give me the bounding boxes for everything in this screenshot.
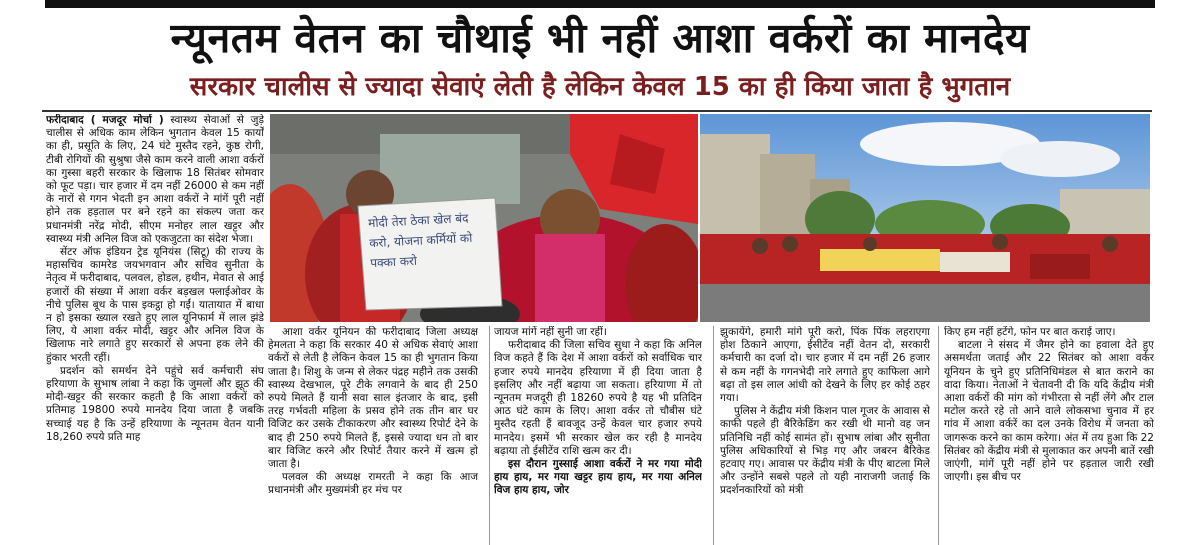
street-march-photo-image bbox=[700, 114, 1150, 322]
column1-paragraph bbox=[46, 114, 264, 246]
article-column-3 bbox=[494, 326, 702, 545]
column2-paragraph: पलवल की अध्यक्ष रामरती ने कहा कि आज प्रधानमंत्री और मुख्यमंत्री हर मंच पर bbox=[268, 471, 478, 497]
column3-paragraph: जायज मांगें नहीं सुनी जा रहीं। bbox=[494, 326, 607, 338]
protest-photo-placard bbox=[270, 114, 698, 322]
street-march-photo bbox=[700, 114, 1150, 322]
column1-text: स्वास्थ्य सेवाओं से जुड़े चालीस से अधिक काम लेकिन भुगतान केवल 15 कार्यों का ही, प्रसूति के लिए, 24 घंटे मुस्तैद रहने, कुष्ठ रोगी, टीबी रोगियों की सुश्रुषा जैसे काम करने वाली आशा वर्करों का गुस्सा बहरी सरकार के खिलाफ 18 सितंबर सोमवार को फूट पड़ा। चार हजार में दम नहीं 26000 से कम नहीं के नारों से गगन भेदती इन आशा वर्करों ने मांगें पूरी नहीं होने तक हड़ताल पर बने रहने का संकल्प जता कर प्रधानमंत्री नरेंद्र मोदी, सीएम मनोहर लाल खट्टर और स्वास्थ्य मंत्री अनिल विज को एकजुटता का संदेश भेजा। bbox=[46, 114, 264, 245]
dateline: फरीदाबाद ( मजदूर मोर्चा ) bbox=[46, 114, 164, 126]
masthead-bar bbox=[45, 0, 1155, 8]
headline: न्यूनतम वेतन का चौथाई भी नहीं आशा वर्करों का मानदेय bbox=[170, 14, 1030, 62]
column3-paragraph: इस दौरान गुस्साई आशा वर्करों ने मर गया मोदी हाय हाय, मर गया खट्टर हाय हाय, मर गया अनिल विज हाय हाय, जोर bbox=[494, 458, 702, 497]
placard-text: मोदी तेरा ठेका खेल बंद करो, योजना कर्मियों को पक्का करो bbox=[367, 210, 473, 271]
article-column-4 bbox=[720, 326, 930, 545]
column1-paragraph: सेंटर ऑफ इंडियन ट्रेड यूनियंस (सिटू) की राज्य के महासचिव कामरेड जयभगवान और सचिव सुनीता के नेतृत्व में फरीदाबाद, पलवल, होडल, हथीन, मेवात से आई हजारों की संख्या में आशा वर्कर बड़खल फ्लाईओवर के नीचे पुलिस बूथ के पास इकट्ठा हो गईं। यातायात में बाधा न हो इसका ख्याल रखते हुए लाल यूनिफार्म में लाल झंडे लिए, ये आशा वर्कर मोदी, खट्टर और अनिल विज के खिलाफ नारे लगाते हुए सरकारों से अपना हक लेने की हुंकार भरती रहीं। bbox=[46, 246, 264, 364]
header-rule bbox=[42, 110, 1152, 112]
column-divider bbox=[489, 326, 490, 545]
column-divider bbox=[713, 326, 714, 545]
article-column-5 bbox=[944, 326, 1154, 545]
column1-paragraph: प्रदर्शन को समर्थन देने पहुंचे सर्व कर्मचारी संघ हरियाणा के सुभाष लांबा ने कहा कि जुमलों और झूठ की मोदी-खट्टर की सरकार कहती है कि आशा वर्करों को प्रतिमाह 19800 रुपये मानदेय दिया जाता है जबकि सच्चाई यह है कि उन्हें हरियाणा के न्यूनतम वेतन यानी 18,260 रुपये प्रति माह bbox=[46, 364, 264, 443]
article-column-2 bbox=[268, 326, 478, 545]
column3-paragraph: फरीदाबाद की जिला सचिव सुधा ने कहा कि अनिल विज कहते हैं कि देश में आशा वर्करों को सर्वाधिक चार हजार रुपये मानदेय हरियाणा में ही दिया जाता है इसलिए और नहीं बढ़ाया जा सकता। हरियाणा में तो न्यूनतम मजदूरी ही 18260 रुपये है यह भी प्रतिदिन आठ घंटे काम के लिए। आशा वर्कर तो चौबीस घंटे मुस्तैद रहती हैं बावजूद उन्हें केवल चार हजार रुपये मानदेय। इसमें भी सरकार खेल कर रही है मानदेय बढ़ाया तो ईसीटेंव राशि खत्म कर दी। bbox=[494, 339, 702, 457]
column-divider bbox=[938, 326, 939, 545]
subheadline: सरकार चालीस से ज्यादा सेवाएं लेती है लेकिन केवल 15 का ही किया जाता है भुगतान bbox=[189, 72, 1011, 102]
column5-paragraph: किए हम नहीं हटेंगे, फोन पर बात कराई जाए। bbox=[944, 326, 1116, 338]
column4-paragraph: झुकायेंगे, हमारी मांगे पूरी करो, पिंक पिंक लहराएगा होश ठिकाने आएगा, ईसीटेंव नहीं वेतन दो, सरकारी कर्मचारी का दर्जा दो। चार हजार में दम नहीं 26 हजार से कम नहीं के गगनभेदी नारे लगाते हुए काफिला आगे बढ़ा तो इस लाल आंधी को देखने के लिए हर कोई ठहर गया। bbox=[720, 326, 930, 405]
column2-paragraph: आशा वर्कर यूनियन की फरीदाबाद जिला अध्यक्ष हेमलता ने कहा कि सरकार 40 से अधिक सेवाएं आशा वर्करों से लेती है लेकिन केवल 15 का ही भुगतान किया जाता है। शिशु के जन्म से लेकर पंद्रह महीने तक उसकी स्वास्थ्य देखभाल, पूरे टीके लगवाने के बाद ही 250 रुपये मिलते हैं यानी सवा साल इंतजार के बाद, इसी तरह गर्भवती महिला के प्रसव होने तक तीन बार घर विजिट कर उसके टीकाकरण और स्वास्थ्य रिपोर्ट देने के बाद ही 250 रुपये मिलते हैं, इससे ज्यादा धन तो बार बार विजिट करने और रिपोर्ट तैयार करने में खत्म हो जाता है। bbox=[268, 326, 478, 471]
column4-paragraph: पुलिस ने केंद्रीय मंत्री किशन पाल गूजर के आवास से काफी पहले ही बैरिकेडिंग कर रखी थी मानो वह जन प्रतिनिधि नहीं कोई सामंत हों। सुभाष लांबा और सुनीता पुलिस अधिकारियों से भिड़ गए और जबरन बैरिकेड हटवाए गए। आवास पर केंद्रीय मंत्री के पीए बाटला मिले और उन्होंने सबसे पहले तो यही नाराजगी जताई कि प्रदर्शनकारियों को मंत्री bbox=[720, 405, 930, 497]
article-column-1 bbox=[46, 114, 264, 545]
column5-paragraph: बाटला ने संसद में जैमर होने का हवाला देते हुए असमर्थता जताई और 22 सितंबर को आशा वर्कर यूनियन के चुने हुए प्रतिनिधिमंडल से बात कराने का वादा किया। नेताओं ने चेतावनी दी कि यदि केंद्रीय मंत्री आशा वर्करों की मांग को गंभीरता से नहीं लेंगे और टाल मटोल करते रहे तो आने वाले लोकसभा चुनाव में हर गांव में आशा वर्करें का दल उनके विरोध में जनता को जागरूक करने का काम करेगा। अंत में तय हुआ कि 22 सितंबर को केंद्रीय मंत्री से मुलाकात कर अपनी बातें रखी जाएंगी, मांगें पूरी नहीं होने पर हड़ताल जारी रखी जाएगी। इस बीच पर bbox=[944, 339, 1154, 484]
